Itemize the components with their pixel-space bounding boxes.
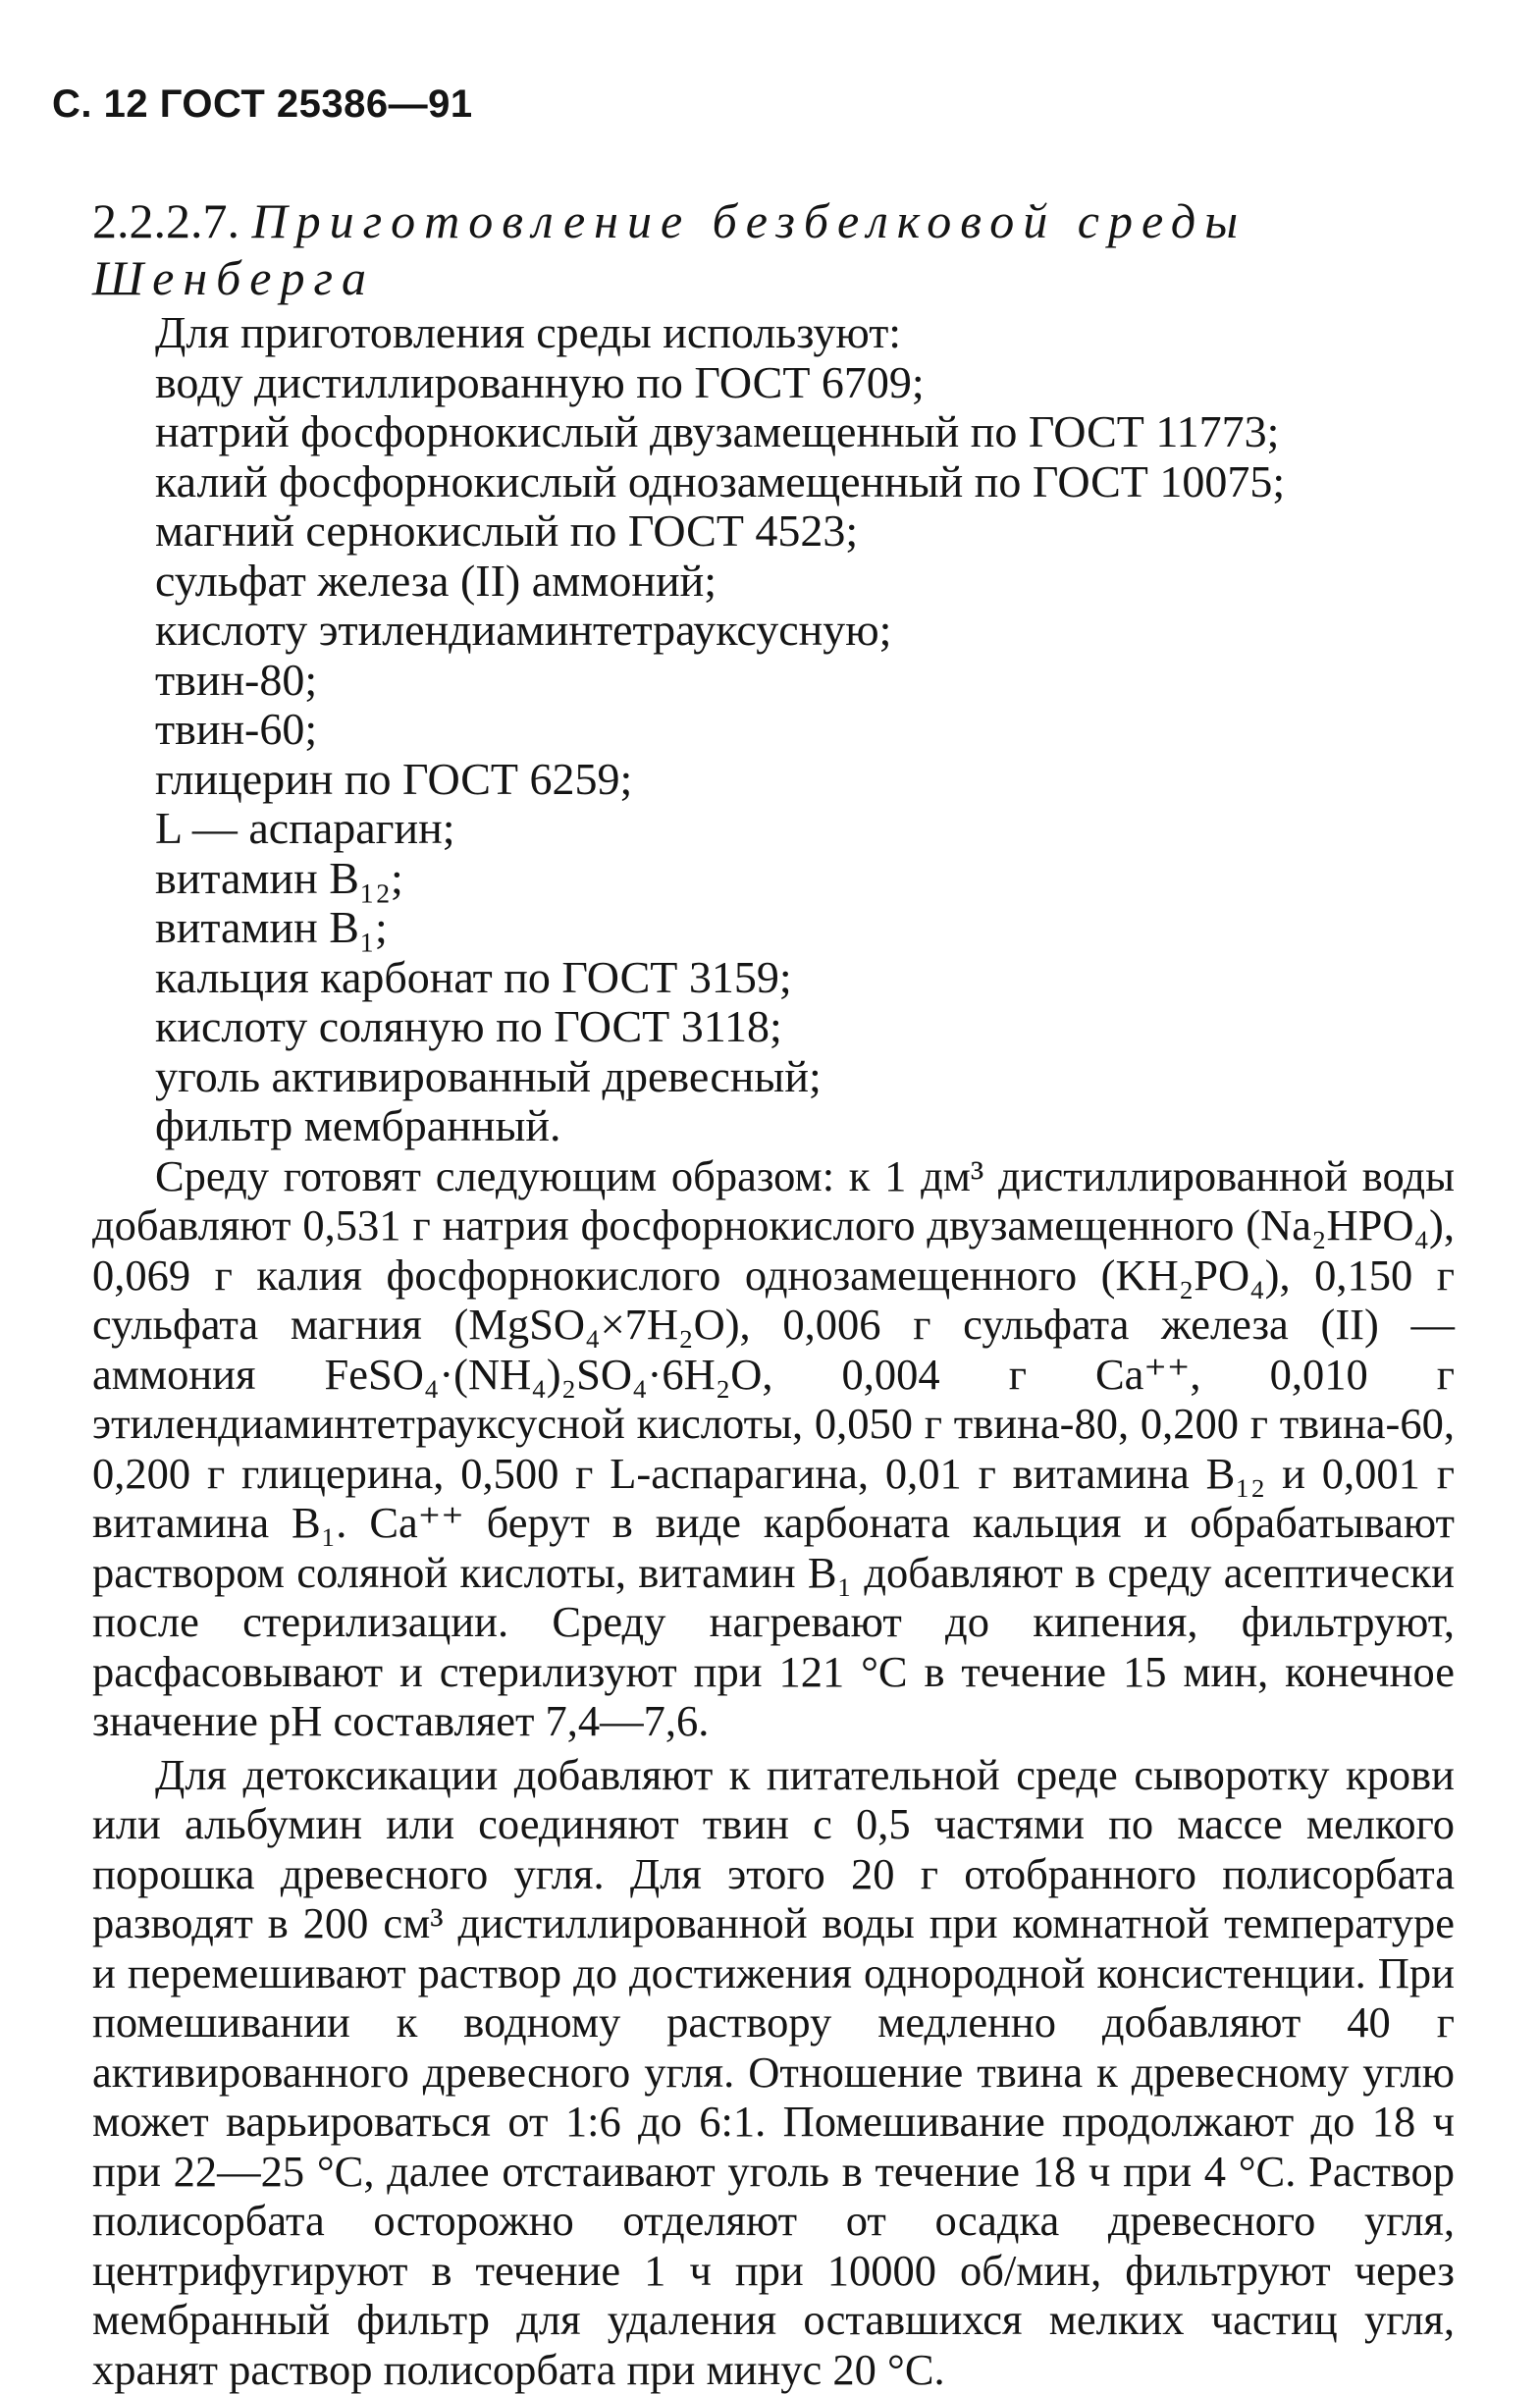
list-item: фильтр мембранный. [92, 1101, 1455, 1151]
detoxication-paragraph: Для детоксикации добавляют к питательной среде сыворотку крови или альбумин или соединяют твин с 0,5 частями по массе мелкого порошка древесного угля. Для этого 20 г отобранного полисорбата разводят в 200 см³ дистиллированной воды при комнатной температуре и перемешивают раствор до достижения однородной консистенции. При помешивании к водному раствору медленно добавляют 40 г активированного древесного угля. Отношение твина к древесному углю может варьироваться от 1:6 до 6:1. Помешивание продолжают до 18 ч при 22—25 °C, далее отстаивают уголь в течение 18 ч при 4 °C. Раствор полисорбата осторожно отделяют от осадка древесного угля, центрифугируют в течение 1 ч при 10000 об/мин, фильтруют через мембранный фильтр для удаления оставшихся мелких частиц угля, хранят раствор полисорбата при минус 20 °C. [92, 1750, 1455, 2394]
list-item: магний сернокислый по ГОСТ 4523; [92, 506, 1455, 557]
list-item: твин-80; [92, 656, 1455, 706]
list-item: натрий фосфорнокислый двузамещенный по ГОСТ 11773; [92, 407, 1455, 457]
list-item: уголь активированный древесный; [92, 1052, 1455, 1102]
list-item: твин-60; [92, 705, 1455, 755]
section-number: 2.2.2.7. [92, 193, 239, 248]
intro-line: Для приготовления среды используют: [92, 308, 1455, 358]
list-item: кальция карбонат по ГОСТ 3159; [92, 953, 1455, 1003]
page-header: С. 12 ГОСТ 25386—91 [52, 82, 473, 127]
list-item: кислоту этилендиаминтетрауксусную; [92, 606, 1455, 656]
list-item: сульфат железа (II) аммоний; [92, 557, 1455, 607]
list-item: L — аспарагин; [92, 804, 1455, 854]
document-body [92, 192, 1455, 2394]
list-item: воду дистиллированную по ГОСТ 6709; [92, 358, 1455, 408]
list-item: калий фосфорнокислый однозамещенный по ГОСТ 10075; [92, 457, 1455, 507]
list-item: глицерин по ГОСТ 6259; [92, 755, 1455, 805]
list-item: витамин B₁₂; [92, 854, 1455, 904]
list-item: витамин B₁; [92, 903, 1455, 953]
list-item: кислоту соляную по ГОСТ 3118; [92, 1002, 1455, 1052]
materials-list [92, 308, 1455, 1151]
section-title: Приготовление безбелковой среды Шенберга [92, 193, 1247, 305]
preparation-paragraph: Среду готовят следующим образом: к 1 дм³ дистиллированной воды добавляют 0,531 г натрия фосфорнокислого двузамещенного (Na₂HPO₄), 0,069 г калия фосфорнокислого однозамещенного (KH₂PO₄), 0,150 г сульфата магния (MgSO₄×7H₂O), 0,006 г сульфата железа (II) — аммония FeSO₄·(NH₄)₂SO₄·6H₂O, 0,004 г Ca⁺⁺, 0,010 г этилендиаминтетрауксусной кислоты, 0,050 г твина-80, 0,200 г твина-60, 0,200 г глицерина, 0,500 г L-аспарагина, 0,01 г витамина B₁₂ и 0,001 г витамина B₁. Ca⁺⁺ берут в виде карбоната кальция и обрабатывают раствором соляной кислоты, витамин B₁ добавляют в среду асептически после стерилизации. Среду нагревают до кипения, фильтруют, расфасовывают и стерилизуют при 121 °C в течение 15 мин, конечное значение pH составляет 7,4—7,6. [92, 1151, 1455, 1746]
section-heading [92, 192, 1455, 306]
